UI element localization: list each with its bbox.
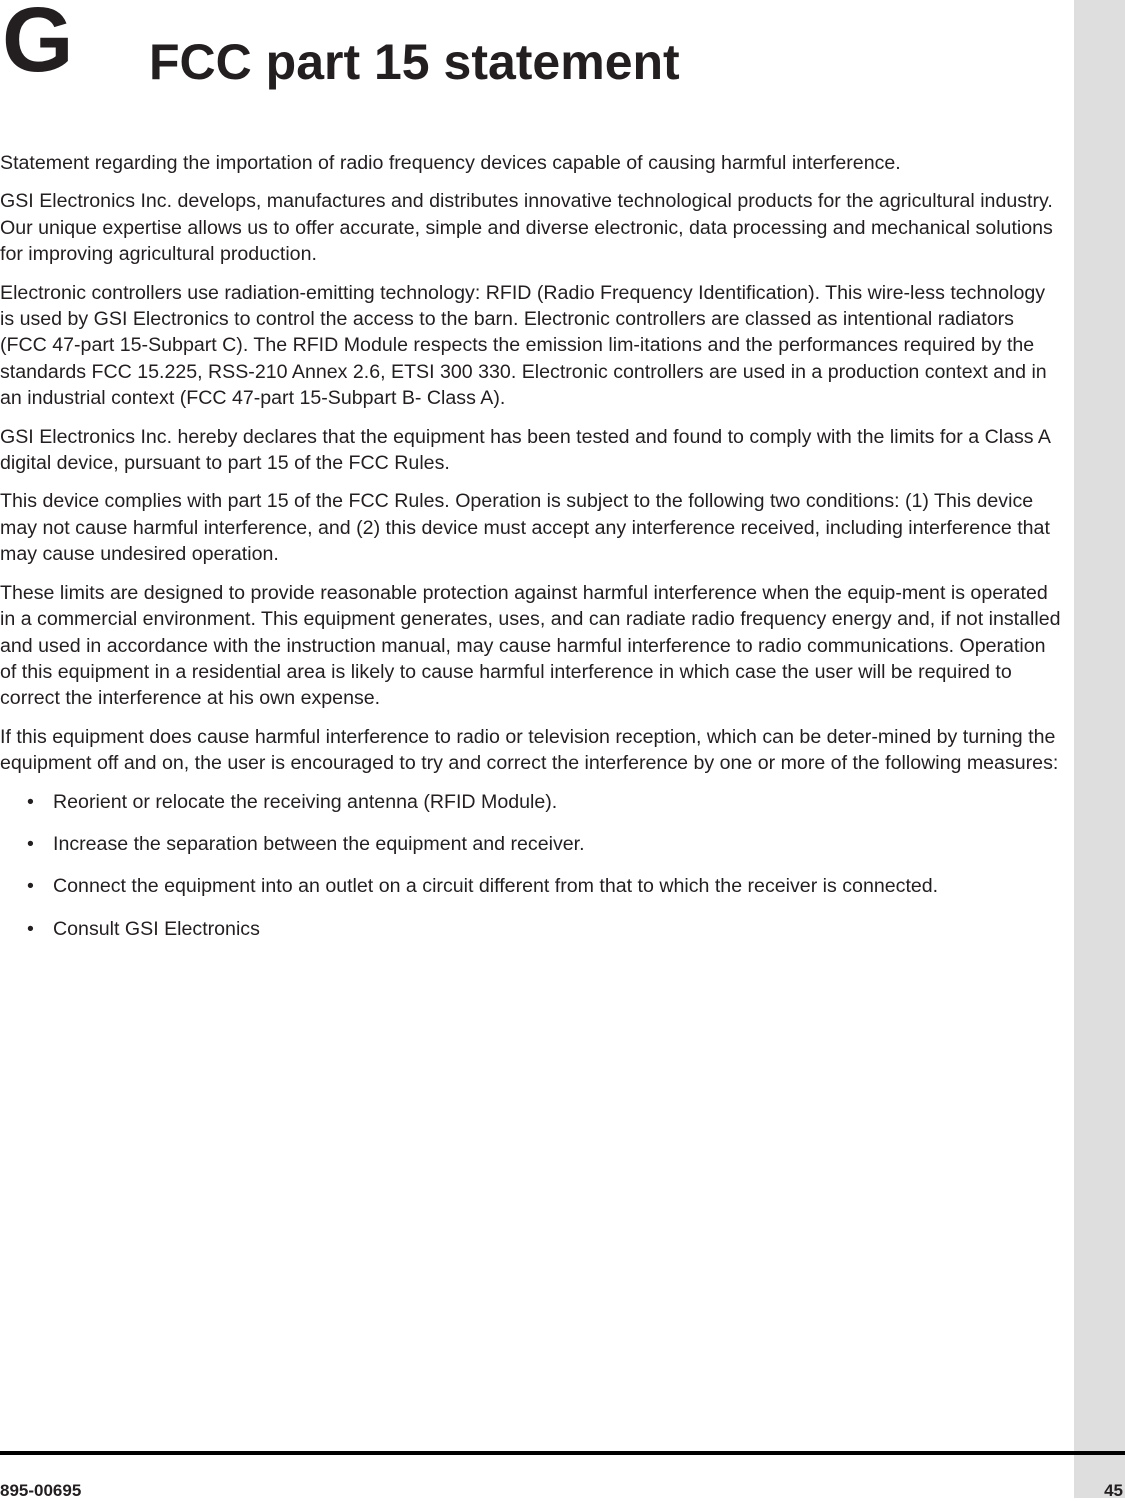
page-edge-band bbox=[1074, 0, 1125, 1498]
page-number: 45 bbox=[1104, 1481, 1123, 1500]
rfid-paragraph: Electronic controllers use radiation-emitting technology: RFID (Radio Frequency Identification). This wire-less technology is used by GSI Electronics to control the access to the barn. Electronic controllers are classed as intentional radiators (FCC 47-part 15-Subpart C). The RFID Module respects the emission lim-itations and the performances required by the standards FCC 15.225, RSS-210 Annex 2.6, ETSI 300 330. Electronic controllers are used in a production context and in an industrial context (FCC 47-part 15-Subpart B- Class A). bbox=[0, 281, 1047, 410]
bullet-icon: • bbox=[27, 790, 34, 813]
bullet-icon: • bbox=[27, 917, 34, 940]
chapter-letter: G bbox=[2, 0, 74, 91]
document-number: 895-00695 bbox=[0, 1481, 82, 1500]
list-item-text: Consult GSI Electronics bbox=[53, 917, 260, 940]
list-item bbox=[0, 873, 1062, 899]
intro-paragraph: Statement regarding the importation of radio frequency devices capable of causing harmful interference. bbox=[0, 152, 901, 174]
footer-divider bbox=[0, 1451, 1125, 1455]
list-item-text: Increase the separation between the equipment and receiver. bbox=[53, 832, 585, 855]
list-item bbox=[0, 789, 1062, 815]
bullet-icon: • bbox=[27, 875, 34, 898]
list-item-text: Reorient or relocate the receiving antenna (RFID Module). bbox=[53, 790, 558, 813]
page-title: FCC part 15 statement bbox=[149, 34, 680, 90]
conditions-paragraph: This device complies with part 15 of the FCC Rules. Operation is subject to the following two conditions: (1) This device may not cause harmful interference, and (2) this device must accept any interference received, including interference that may cause undesired operation. bbox=[0, 490, 1050, 566]
bullet-icon: • bbox=[27, 832, 34, 855]
list-item bbox=[0, 831, 1062, 857]
limits-paragraph: These limits are designed to provide reasonable protection against harmful interference when the equip-ment is operated in a commercial environment. This equipment generates, uses, and can radiate radio frequency energy and, if not installed and used in accordance with the instruction manual, may cause harmful interference to radio communications. Operation of this equipment in a residential area is likely to cause harmful interference in which case the user will be required to correct the interference at his own expense. bbox=[0, 581, 1061, 710]
declaration-paragraph: GSI Electronics Inc. hereby declares that the equipment has been tested and found to comply with the limits for a Class A digital device, pursuant to part 15 of the FCC Rules. bbox=[0, 425, 1050, 475]
list-item bbox=[0, 916, 1062, 942]
measures-paragraph: If this equipment does cause harmful interference to radio or television reception, which can be deter-mined by turning the equipment off and on, the user is encouraged to try and correct the interference by one or more of the following measures: bbox=[0, 725, 1059, 775]
list-item-text: Connect the equipment into an outlet on a circuit different from that to which the receiver is connected. bbox=[53, 875, 939, 898]
document-body bbox=[0, 150, 1062, 958]
measures-list bbox=[0, 789, 1062, 943]
company-paragraph: GSI Electronics Inc. develops, manufactures and distributes innovative technological products for the agricultural industry. Our unique expertise allows us to offer accurate, simple and diverse electronic, data processing and mechanical solutions for improving agricultural production. bbox=[0, 190, 1053, 266]
